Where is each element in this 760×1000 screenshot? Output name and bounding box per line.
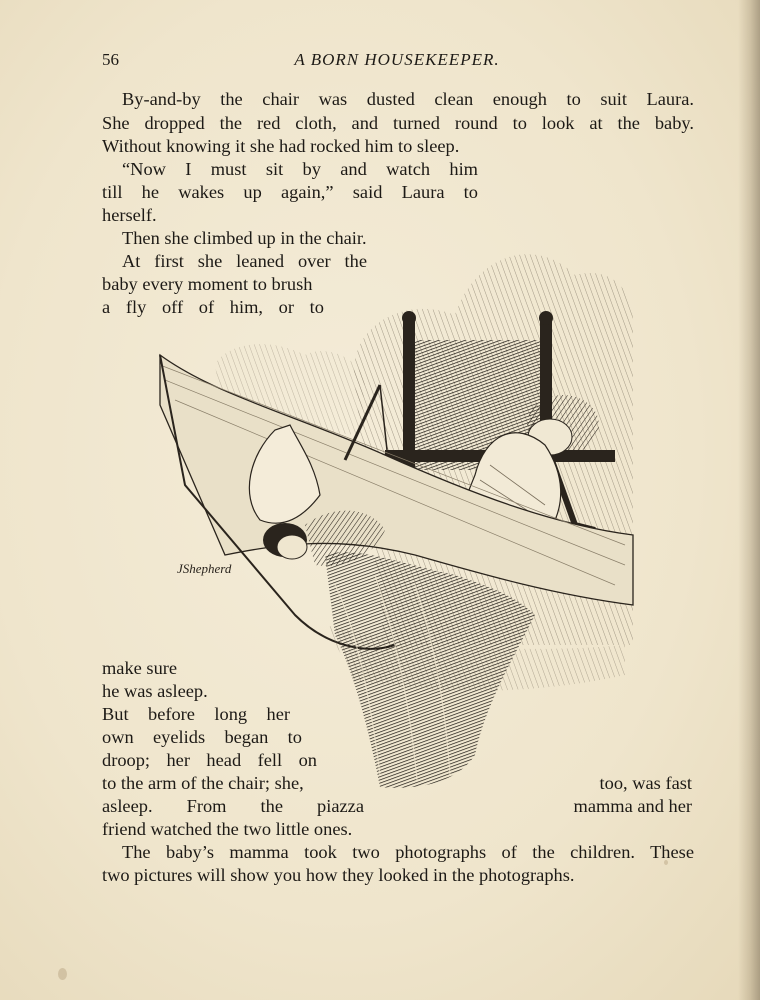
text-line: to the arm of the chair; she, — [102, 773, 304, 793]
text-line: till he wakes up again,” said Laura to — [102, 182, 478, 202]
page-header — [102, 50, 692, 74]
text-line: too, was fast — [599, 773, 692, 793]
text-line: Without knowing it she had rocked him to sleep. — [102, 136, 460, 156]
text-line: The baby’s mamma took two photographs of the children. These — [122, 842, 694, 862]
text-line: “Now I must sit by and watch him — [122, 159, 478, 179]
hammock-illustration — [155, 175, 635, 795]
text-line: two pictures will show you how they looked in the photographs. — [102, 865, 575, 885]
text-line: he was asleep. — [102, 681, 208, 701]
text-line: At first she leaned over the — [122, 251, 367, 271]
text-line: asleep. From the piazza — [102, 796, 364, 816]
text-line: a fly off of him, or to — [102, 297, 324, 317]
text-line: make sure — [102, 658, 178, 678]
page-number: 56 — [102, 50, 119, 69]
page-gutter-shadow — [738, 0, 760, 1000]
artist-signature: JShepherd — [177, 561, 232, 576]
text-line: Then she climbed up in the chair. — [122, 228, 367, 248]
text-line: But before long her — [102, 704, 290, 724]
text-line: baby every moment to brush — [102, 274, 313, 294]
foxing-spot — [58, 968, 67, 980]
text-line: mamma and her — [573, 796, 692, 816]
text-line: friend watched the two little ones. — [102, 819, 353, 839]
text-line: own eyelids began to — [102, 727, 302, 747]
text-line: By-and-by the chair was dusted clean enough to suit Laura. — [122, 89, 694, 109]
text-line: droop; her head fell on — [102, 750, 317, 770]
running-title: A BORN HOUSEKEEPER. — [294, 50, 500, 69]
text-line: She dropped the red cloth, and turned round to look at the baby. — [102, 113, 694, 133]
text-line: herself. — [102, 205, 157, 225]
